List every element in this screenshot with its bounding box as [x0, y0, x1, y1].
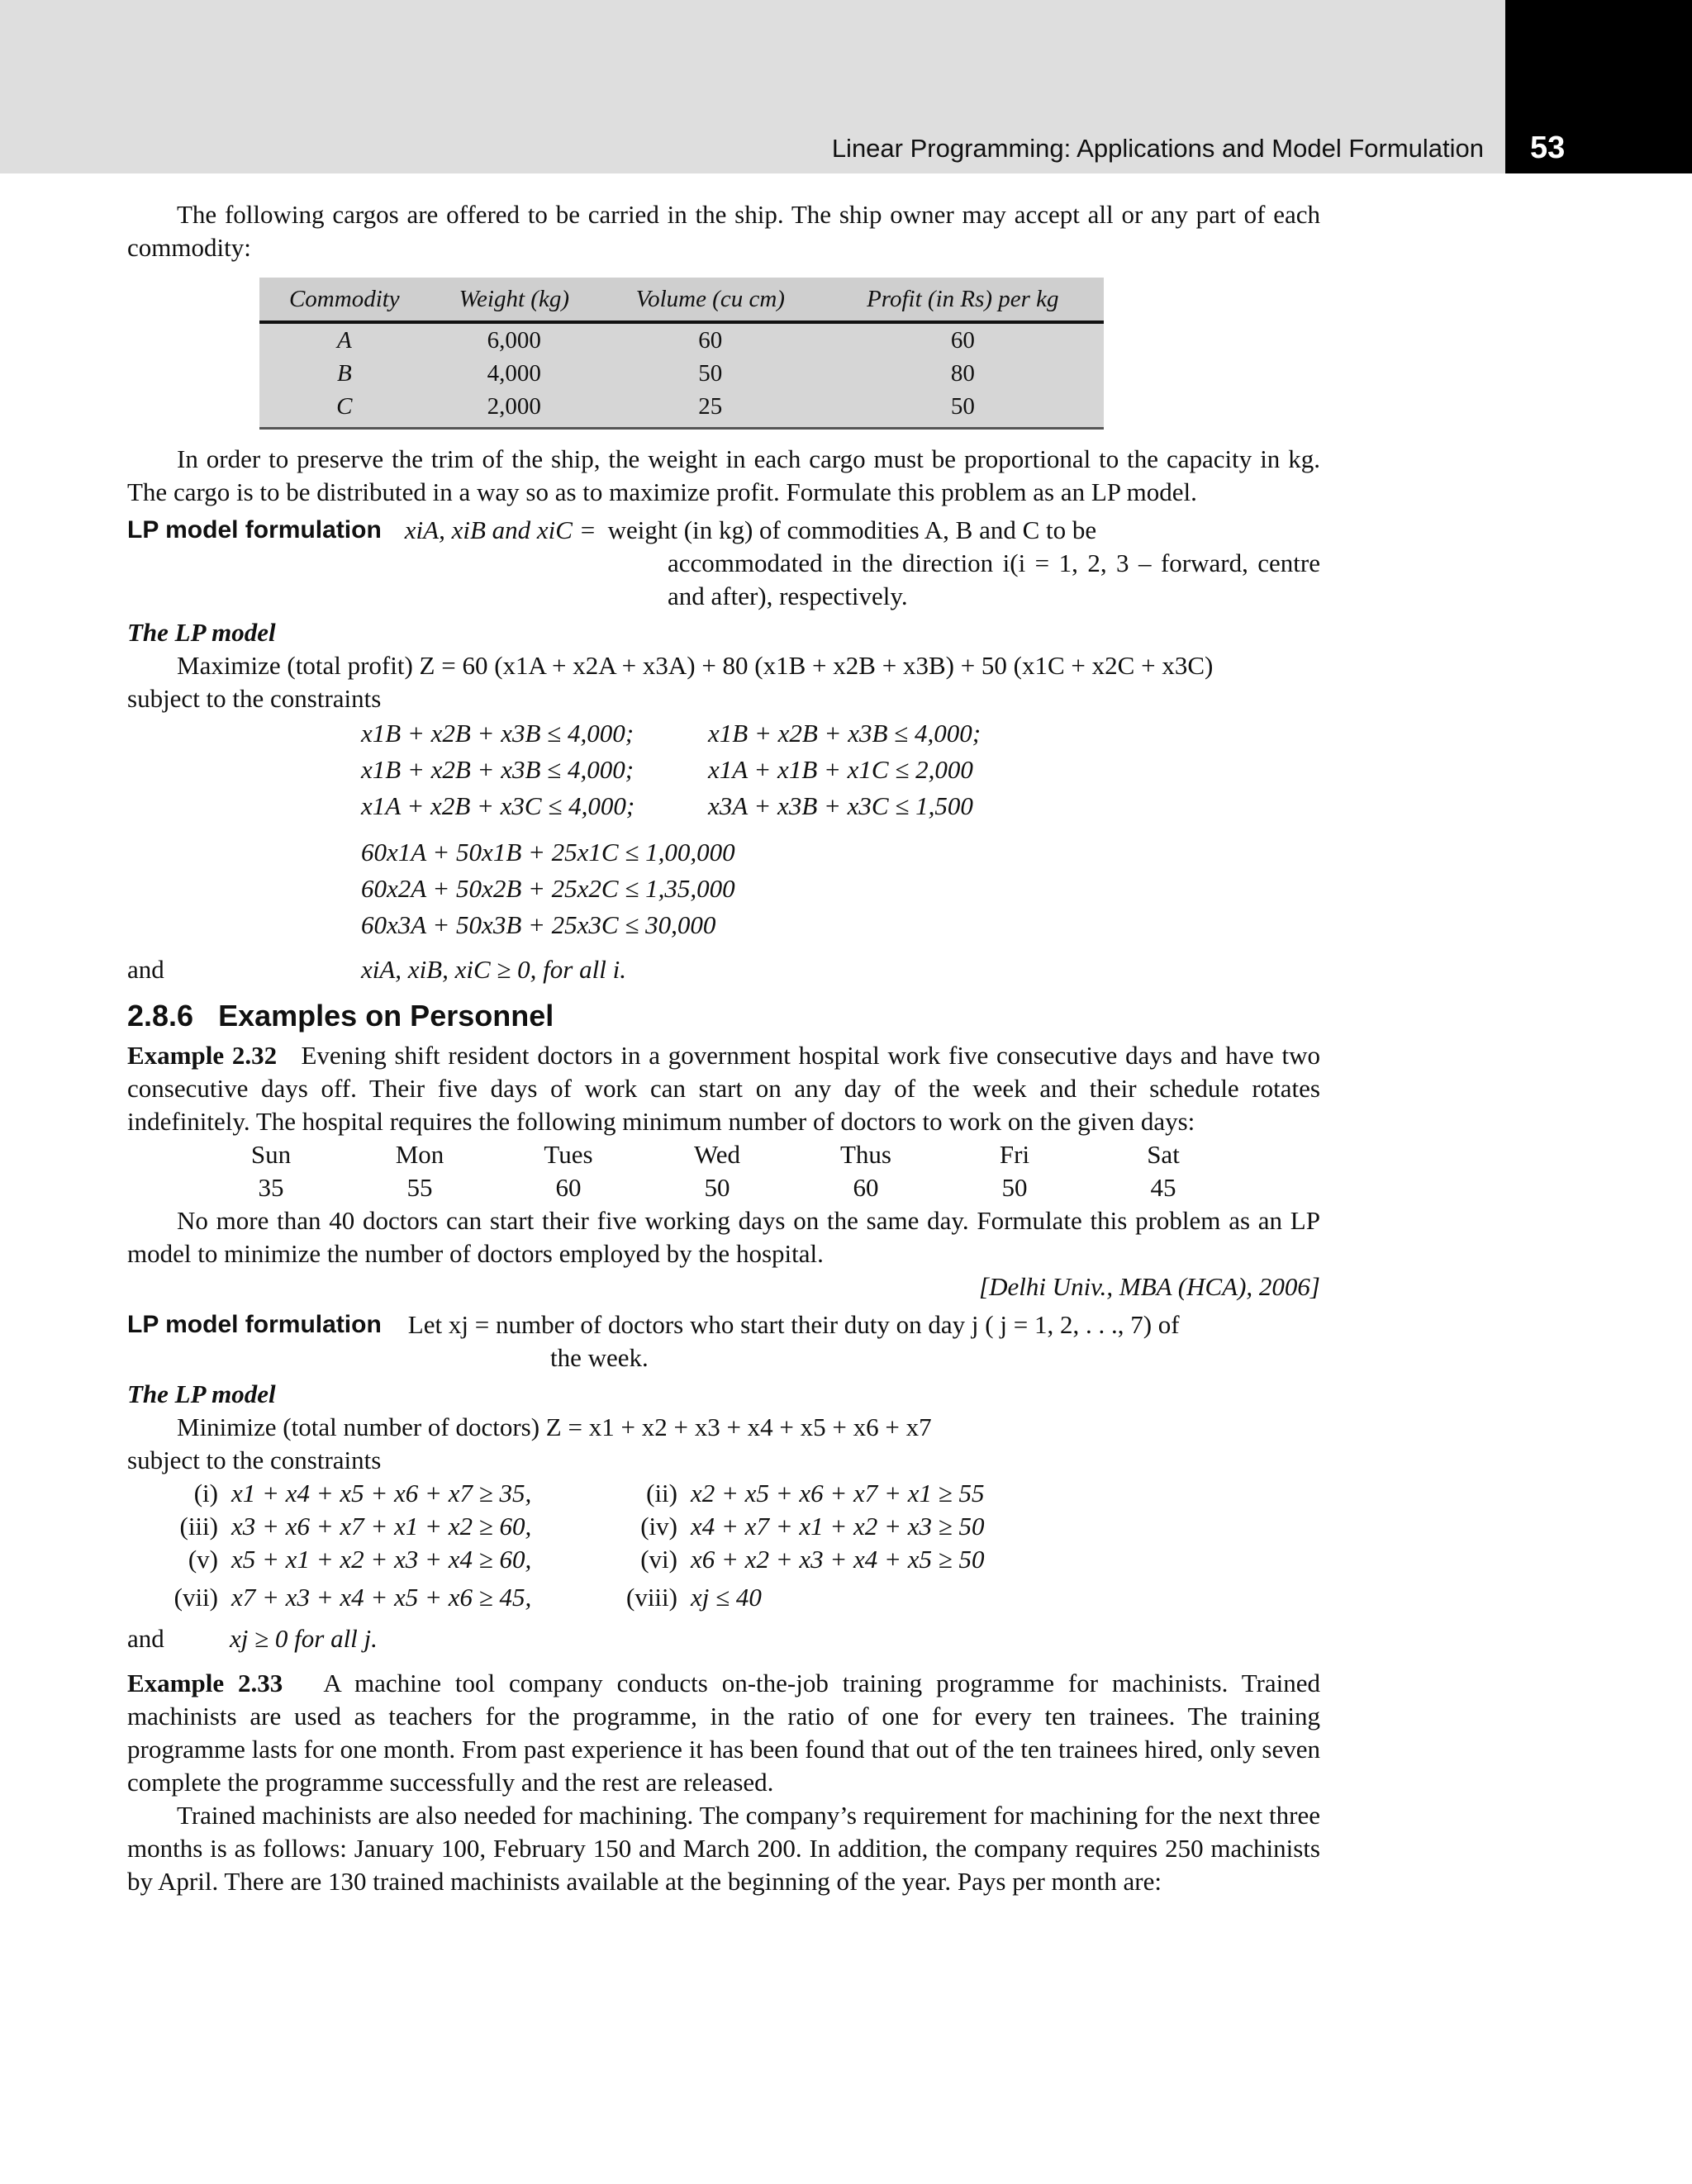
constraint-number: (viii)	[626, 1583, 677, 1612]
example-text: A machine tool company conducts on-the-job training programme for machinists. Trained machinists are used as teachers for the programme, in the ratio of one for every ten trainees. The training programme lasts for one month. From past experience it has been found that out of the ten trainees hired, only seven complete the programme successfully and the rest are released.	[127, 1669, 1320, 1797]
and-label: and	[127, 955, 164, 984]
doctor-count: 35	[258, 1173, 284, 1202]
example-text: Evening shift resident doctors in a government hospital work five consecutive days and have two consecutive days off. Their five days of work can start on any day of the week and their schedule rotates indefinitely. The hospital requires the following minimum number of doctors to work on the given days:	[127, 1041, 1320, 1136]
doctor-count: 60	[555, 1173, 582, 1202]
variable-definition-cont: accommodated in the direction i(i = 1, 2, 3 – forward, centre and after), respectively.	[668, 548, 1320, 610]
col-header: Weight (kg)	[430, 278, 599, 322]
constraint: x1B + x2B + x3B ≤ 4,000;	[708, 719, 981, 748]
table-cell: 6,000	[430, 322, 599, 357]
day-label: Wed	[693, 1140, 741, 1169]
example-label: Example 2.33	[127, 1669, 283, 1697]
col-header: Commodity	[259, 278, 430, 322]
formulation-label: LP model formulation	[127, 1311, 382, 1338]
formulation-label: LP model formulation	[127, 516, 382, 544]
constraint-row	[361, 788, 1320, 824]
table-cell: 25	[599, 390, 822, 429]
constraint: x4 + x7 + x1 + x2 + x3 ≥ 50	[691, 1512, 985, 1541]
nonnegativity-constraint: xiA, xiB, xiC ≥ 0, for all i.	[361, 955, 626, 984]
section-number: 2.8.6	[127, 999, 194, 1033]
table-cell: C	[259, 390, 430, 429]
model-heading: The LP model	[127, 1379, 276, 1408]
trim-paragraph: In order to preserve the trim of the ship, the weight in each cargo must be proportional to the capacity in kg. The cargo is to be distributed in a way so as to maximize profit. Formulate this problem as an LP model.	[127, 444, 1320, 506]
day-label: Sun	[250, 1140, 292, 1169]
example-2-32	[127, 1039, 1320, 1138]
nonnegativity-row	[127, 1621, 1320, 1657]
section-heading	[127, 999, 1320, 1033]
and-label: and	[127, 1624, 164, 1653]
constraint-row	[160, 1581, 1320, 1614]
constraint-number: (iv)	[640, 1512, 677, 1541]
constraint: x1 + x4 + x5 + x6 + x7 ≥ 35,	[231, 1479, 532, 1507]
variable-definition-cont: the week.	[550, 1343, 649, 1372]
subject-to: subject to the constraints	[127, 684, 382, 713]
constraint-row	[160, 1543, 1320, 1576]
table-cell: 60	[599, 322, 822, 357]
decision-variables: xiA, xiB and xiC =	[404, 515, 596, 544]
table-cell: 50	[599, 357, 822, 390]
table-row	[259, 390, 1104, 429]
constraints-group-a	[361, 715, 1320, 943]
constraint: x1B + x2B + x3B ≤ 4,000;	[361, 755, 634, 784]
table-row	[259, 322, 1104, 357]
constraint-row	[361, 715, 1320, 752]
day-label: Sat	[1147, 1140, 1180, 1169]
running-title: Linear Programming: Applications and Model Formulation	[831, 134, 1484, 163]
example-text-2: No more than 40 doctors can start their five working days on the same day. Formulate this problem as an LP model to minimize the number of doctors employed by the hospital.	[127, 1206, 1320, 1268]
constraint: 60x3A + 50x3B + 25x3C ≤ 30,000	[361, 910, 716, 939]
constraints-group	[160, 1477, 1320, 1614]
table-cell: A	[259, 322, 430, 357]
day-label: Thus	[840, 1140, 891, 1169]
day-label: Tues	[544, 1140, 593, 1169]
constraint-number: (ii)	[646, 1479, 677, 1507]
formulation-2	[127, 1308, 1320, 1341]
table-cell: B	[259, 357, 430, 390]
day-label: Fri	[999, 1140, 1030, 1169]
constraint: x1B + x2B + x3B ≤ 4,000;	[361, 719, 634, 748]
doctor-count: 50	[704, 1173, 730, 1202]
example-label: Example 2.32	[127, 1041, 278, 1070]
section-title: Examples on Personnel	[218, 999, 554, 1033]
constraint: x3 + x6 + x7 + x1 + x2 ≥ 60,	[231, 1512, 532, 1541]
nonnegativity-row	[127, 952, 1320, 988]
constraint: x3A + x3B + x3C ≤ 1,500	[708, 791, 973, 820]
table-cell: 4,000	[430, 357, 599, 390]
constraint-row	[160, 1477, 1320, 1510]
cargo-table	[259, 278, 1104, 430]
variable-definition: weight (in kg) of commodities A, B and C to be	[607, 515, 1097, 544]
example-text-2: Trained machinists are also needed for machining. The company’s requirement for machining for the next three months is as follows: January 100, February 150 and March 200. In addition, the company requires 250 machinists by April. There are 130 trained machinists available at the beginning of the year. Pays per month are:	[127, 1801, 1320, 1896]
doctor-count: 60	[853, 1173, 879, 1202]
days-table	[197, 1138, 1320, 1204]
constraint-row	[361, 871, 1320, 907]
doctor-count: 45	[1150, 1173, 1176, 1202]
col-header: Profit (in Rs) per kg	[822, 278, 1104, 322]
table-cell: 80	[822, 357, 1104, 390]
subject-to: subject to the constraints	[127, 1446, 382, 1474]
constraint-number: (iii)	[179, 1512, 218, 1541]
constraint: x6 + x2 + x3 + x4 + x5 ≥ 50	[691, 1545, 985, 1574]
col-header: Volume (cu cm)	[599, 278, 822, 322]
constraint-number: (v)	[188, 1545, 218, 1574]
objective-function: Minimize (total number of doctors) Z = x1 + x2 + x3 + x4 + x5 + x6 + x7	[177, 1412, 932, 1441]
doctor-count: 50	[1001, 1173, 1028, 1202]
constraint: 60x1A + 50x1B + 25x1C ≤ 1,00,000	[361, 838, 735, 866]
constraint: x7 + x3 + x4 + x5 + x6 ≥ 45,	[231, 1583, 532, 1612]
constraint-number: (vi)	[640, 1545, 677, 1574]
doctor-count: 55	[406, 1173, 433, 1202]
model-heading: The LP model	[127, 618, 276, 647]
table-header-row	[259, 278, 1104, 322]
nonnegativity-constraint: xj ≥ 0 for all j.	[230, 1624, 378, 1653]
table-cell: 2,000	[430, 390, 599, 429]
formulation-1	[127, 514, 1320, 547]
objective-function: Maximize (total profit) Z = 60 (x1A + x2A + x3A) + 80 (x1B + x2B + x3B) + 50 (x1C + x2C + x3C)	[177, 651, 1214, 680]
constraint: xj ≤ 40	[691, 1583, 762, 1612]
page-body	[127, 198, 1320, 1898]
constraint: 60x2A + 50x2B + 25x2C ≤ 1,35,000	[361, 874, 735, 903]
constraint: x1A + x1B + x1C ≤ 2,000	[708, 755, 973, 784]
constraint: x1A + x2B + x3C ≤ 4,000;	[361, 791, 635, 820]
constraint-row	[361, 752, 1320, 788]
citation: [Delhi Univ., MBA (HCA), 2006]	[979, 1272, 1320, 1301]
constraint-number: (i)	[193, 1479, 218, 1507]
table-cell: 50	[822, 390, 1104, 429]
constraint: x5 + x1 + x2 + x3 + x4 ≥ 60,	[231, 1545, 532, 1574]
variable-definition: Let xj = number of doctors who start their duty on day j ( j = 1, 2, . . ., 7) of	[407, 1310, 1180, 1339]
constraint-row	[361, 834, 1320, 871]
example-2-33	[127, 1667, 1320, 1799]
constraint: x2 + x5 + x6 + x7 + x1 ≥ 55	[691, 1479, 985, 1507]
intro-paragraph: The following cargos are offered to be carried in the ship. The ship owner may accept all or any part of each commodity:	[127, 200, 1320, 262]
constraint-row	[361, 907, 1320, 943]
day-label: Mon	[395, 1140, 444, 1169]
cargo-table-wrap	[259, 278, 1104, 430]
table-row	[259, 357, 1104, 390]
constraint-number: (vii)	[173, 1583, 218, 1612]
constraint-row	[160, 1510, 1320, 1543]
table-cell: 60	[822, 322, 1104, 357]
page-number: 53	[1530, 131, 1566, 165]
